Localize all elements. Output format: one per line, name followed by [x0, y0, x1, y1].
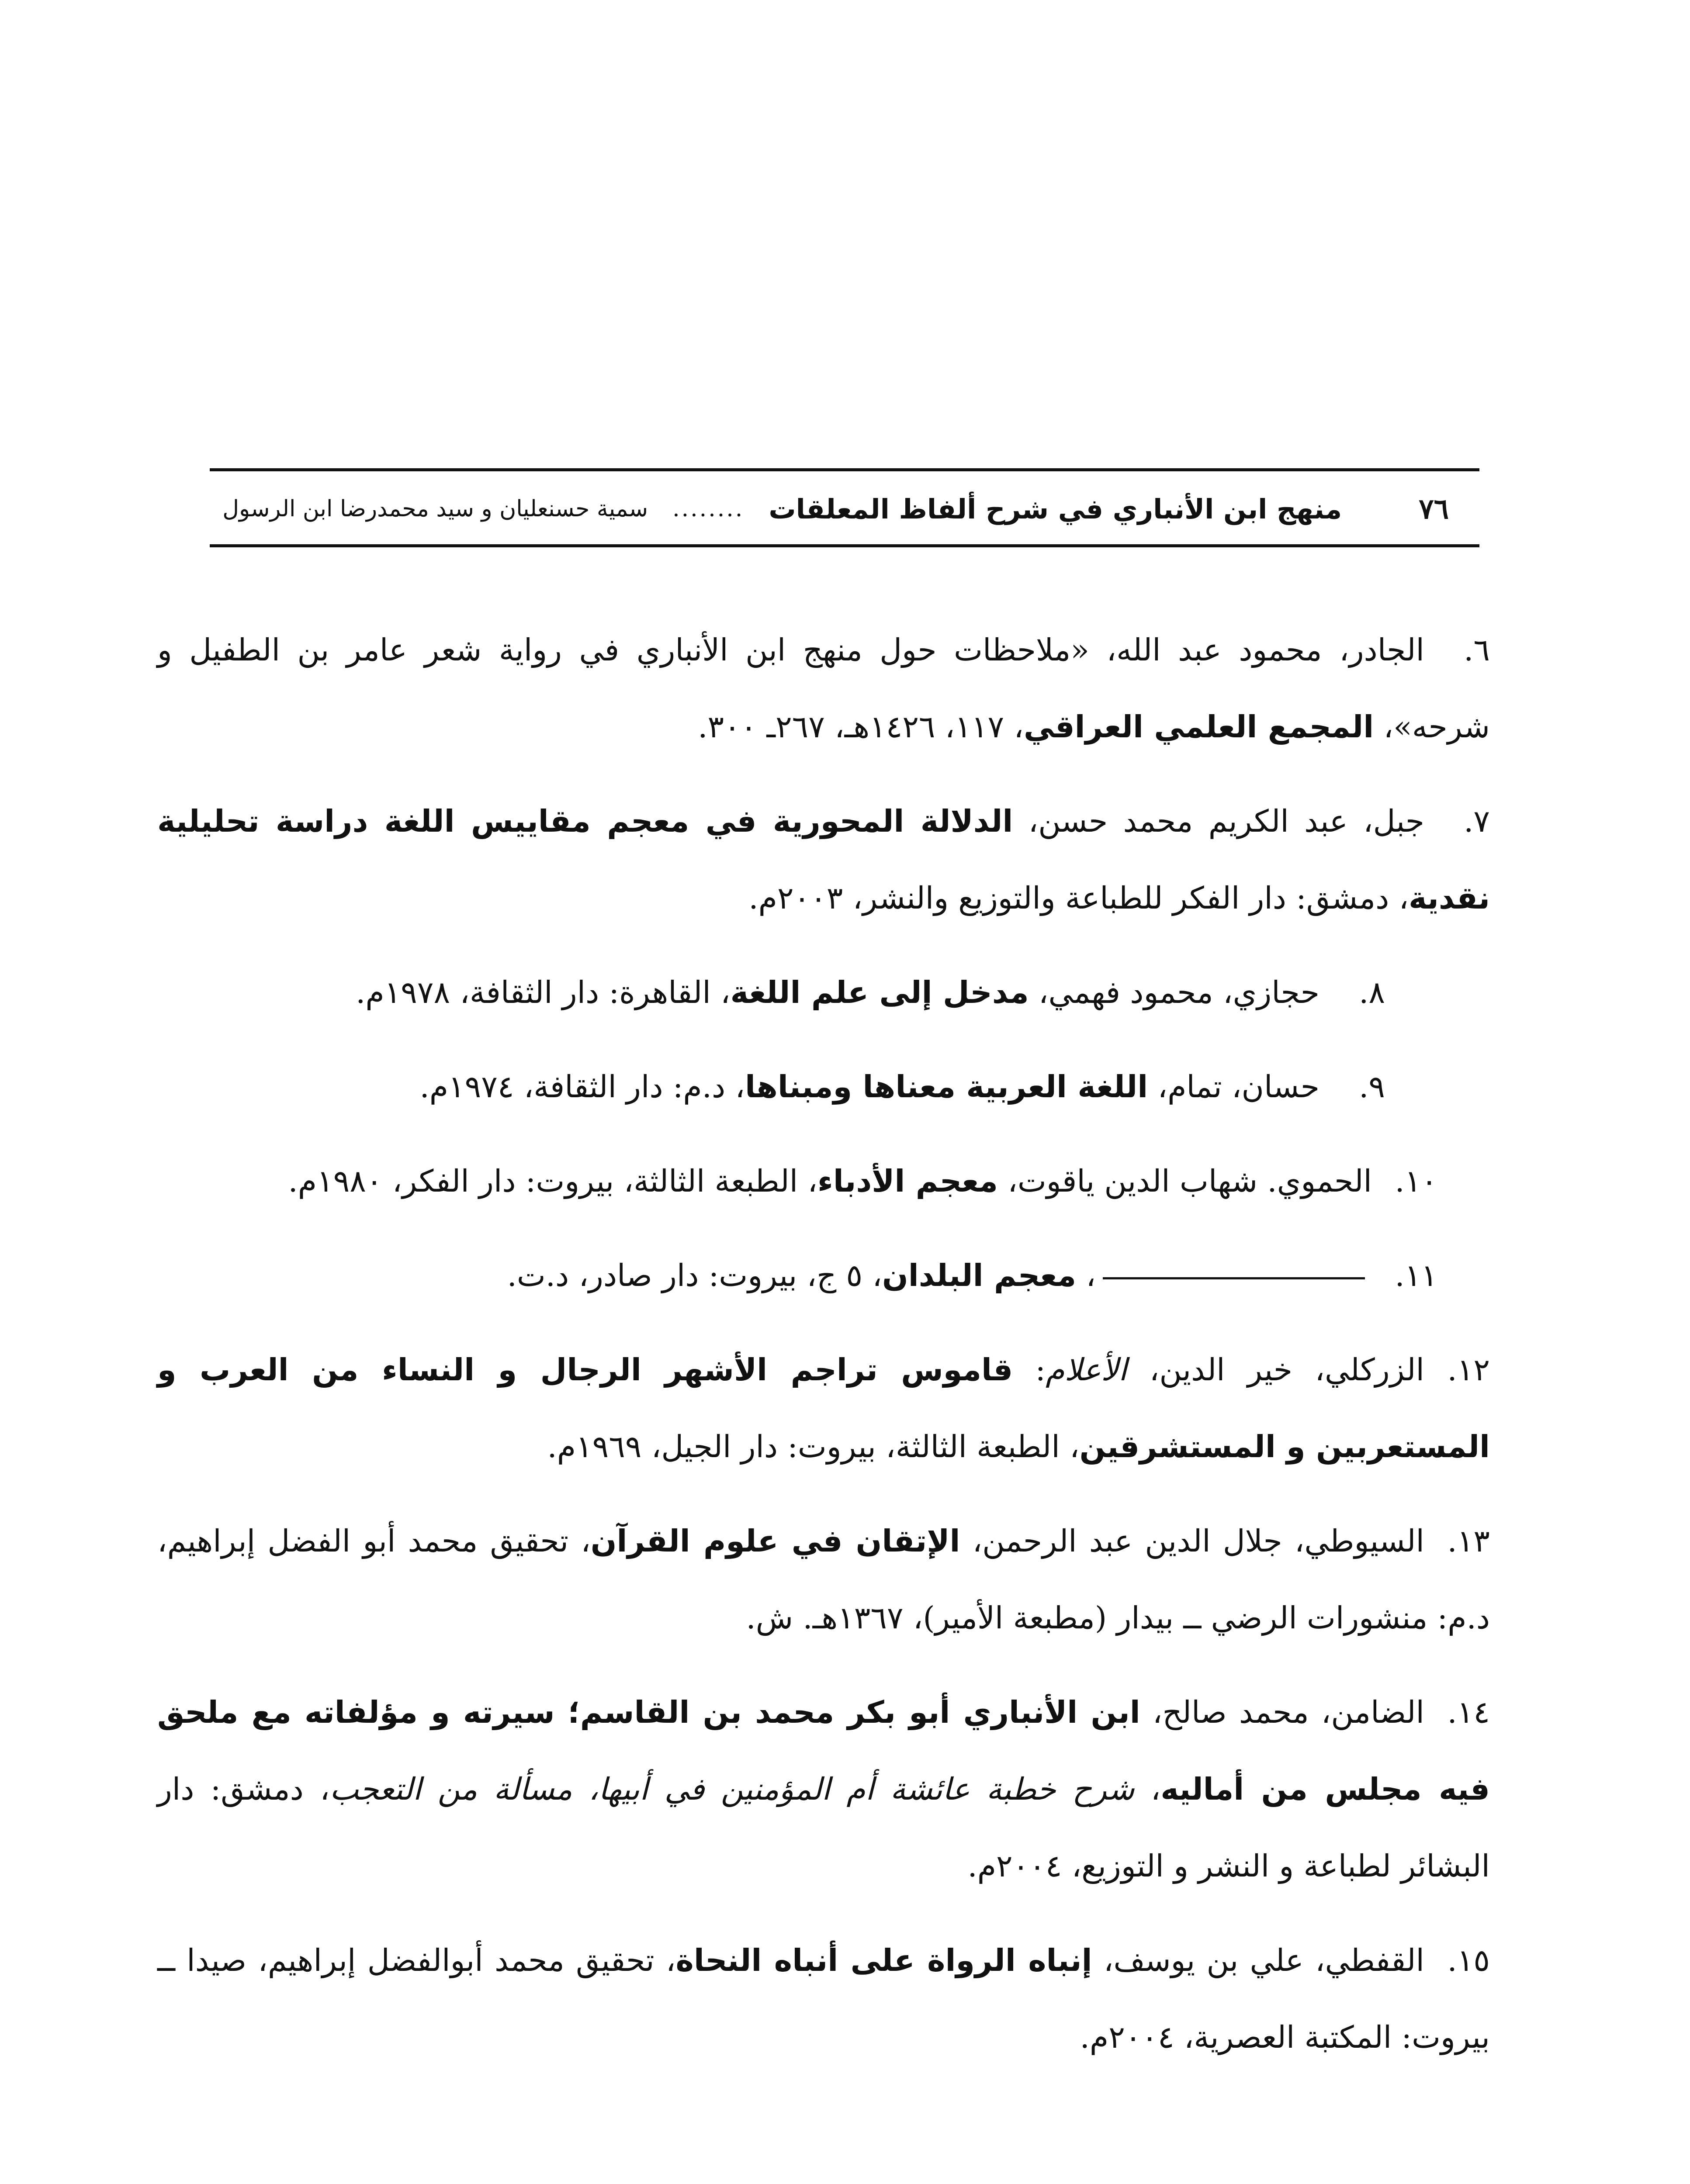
reference-text: ، القاهرة: دار الثقافة، ١٩٧٨م.: [356, 975, 731, 1010]
reference-italic-title: الأعلام: [1046, 1352, 1127, 1388]
reference-bold-title: مدخل إلى علم اللغة: [730, 975, 1029, 1010]
ditto-author-line: [1103, 1277, 1365, 1279]
reference-number: ١٣.: [1447, 1523, 1490, 1559]
reference-number: ١١.: [1395, 1258, 1437, 1293]
reference-number: ٨.: [1359, 975, 1385, 1010]
reference-number: ١٠.: [1395, 1163, 1437, 1199]
header-bottom-rule: [210, 544, 1479, 547]
reference-item: [157, 1143, 1490, 1220]
reference-number: ١٥.: [1447, 1942, 1490, 1978]
reference-item: [157, 1048, 1490, 1125]
reference-number: ١٢.: [1447, 1352, 1490, 1388]
header-dots: ........: [672, 496, 745, 522]
reference-bold-title: معجم البلدان: [882, 1258, 1077, 1293]
reference-text: ، ١١٧، ١٤٢٦هـ، ٢٦٧ـ ٣٠٠.: [698, 709, 1024, 745]
reference-number: ١٤.: [1447, 1694, 1490, 1730]
reference-italic-title: شرح خطبة عائشة أم المؤمنين في أبيها، مسألة من التعجب: [329, 1771, 1135, 1807]
reference-item: [157, 1674, 1490, 1904]
reference-text: الضامن، محمد صالح،: [1140, 1694, 1424, 1730]
reference-item: [157, 1331, 1490, 1485]
article-title: منهج ابن الأنباري في شرح ألفاظ المعلقات: [769, 493, 1342, 525]
reference-text: السيوطي، جلال الدين عبد الرحمن،: [960, 1523, 1424, 1559]
header-top-rule: [210, 468, 1479, 471]
reference-bold-title: المجمع العلمي العراقي: [1024, 709, 1374, 745]
reference-bold-title: قاموس تراجم الأشهر الرجال و النساء من العرب و المستعربين و المستشرقين: [157, 1352, 1490, 1465]
reference-text: جبل، عبد الكريم محمد حسن،: [1013, 803, 1424, 839]
reference-bold-title: ابن الأنباري أبو بكر محمد بن القاسم؛ سيرته و مؤلفاته مع ملحق فيه مجلس من أماليه: [157, 1694, 1490, 1807]
reference-item: [157, 612, 1490, 765]
running-header: [210, 478, 1479, 539]
reference-item: [157, 1503, 1490, 1656]
article-authors: سمية حسنعليان و سيد محمدرضا ابن الرسول: [222, 496, 648, 522]
reference-text: الجادر، محمود عبد الله، «ملاحظات حول منهج ابن الأنباري في رواية شعر عامر بن الطفيل و شرحه»،: [157, 632, 1490, 745]
reference-text: ، تحقيق محمد أبوالفضل إبراهيم، صيدا ــ بيروت: المكتبة العصرية، ٢٠٠٤م.: [157, 1942, 1490, 2055]
reference-item: [157, 1237, 1490, 1314]
reference-bold-title: الدلالة المحورية في معجم مقاييس اللغة دراسة تحليلية نقدية: [157, 803, 1490, 916]
reference-number: ٧.: [1464, 803, 1490, 839]
reference-bold-title: اللغة العربية معناها ومبناها: [745, 1069, 1148, 1105]
reference-item: [157, 783, 1490, 936]
reference-text: حسان، تمام،: [1148, 1069, 1319, 1105]
reference-text: ، الطبعة الثالثة، بيروت: دار الفكر، ١٩٨٠م.: [288, 1163, 818, 1199]
reference-text: الزركلي، خير الدين،: [1127, 1352, 1424, 1388]
reference-text: ، دمشق: دار البشائر لطباعة و النشر و التوزيع، ٢٠٠٤م.: [157, 1771, 1490, 1884]
reference-text: ، دمشق: دار الفكر للطباعة والتوزيع والنشر، ٢٠٠٣م.: [748, 880, 1409, 916]
page-number: ٧٦: [1419, 492, 1449, 525]
reference-number: ٦.: [1464, 632, 1490, 668]
reference-text: الحموي. شهاب الدين ياقوت،: [998, 1163, 1372, 1199]
reference-text: ، د.م: دار الثقافة، ١٩٧٤م.: [419, 1069, 745, 1105]
reference-number: ٩.: [1359, 1069, 1385, 1105]
reference-item: [157, 954, 1490, 1031]
reference-item: [157, 1922, 1490, 2076]
reference-text: ، الطبعة الثالثة، بيروت: دار الجيل، ١٩٦٩م.: [547, 1429, 1080, 1465]
reference-text: :: [1013, 1352, 1046, 1388]
reference-text: ،: [1076, 1258, 1096, 1293]
references-list: [157, 612, 1490, 2093]
reference-bold-title: الإتقان في علوم القرآن: [590, 1523, 960, 1559]
reference-bold-title: معجم الأدباء: [817, 1163, 998, 1199]
reference-text: حجازي، محمود فهمي،: [1029, 975, 1319, 1010]
reference-text: ، ٥ ج، بيروت: دار صادر، د.ت.: [507, 1258, 882, 1293]
reference-text: القفطي، علي بن يوسف،: [1092, 1942, 1424, 1978]
reference-text: ، تحقيق محمد أبو الفضل إبراهيم، د.م: منشورات الرضي ــ بيدار (مطبعة الأمير)، ١٣٦٧هـ. ش.: [157, 1523, 1490, 1636]
reference-text: ،: [1134, 1771, 1161, 1807]
reference-bold-title: إنباه الرواة على أنباه النحاة: [675, 1942, 1092, 1978]
